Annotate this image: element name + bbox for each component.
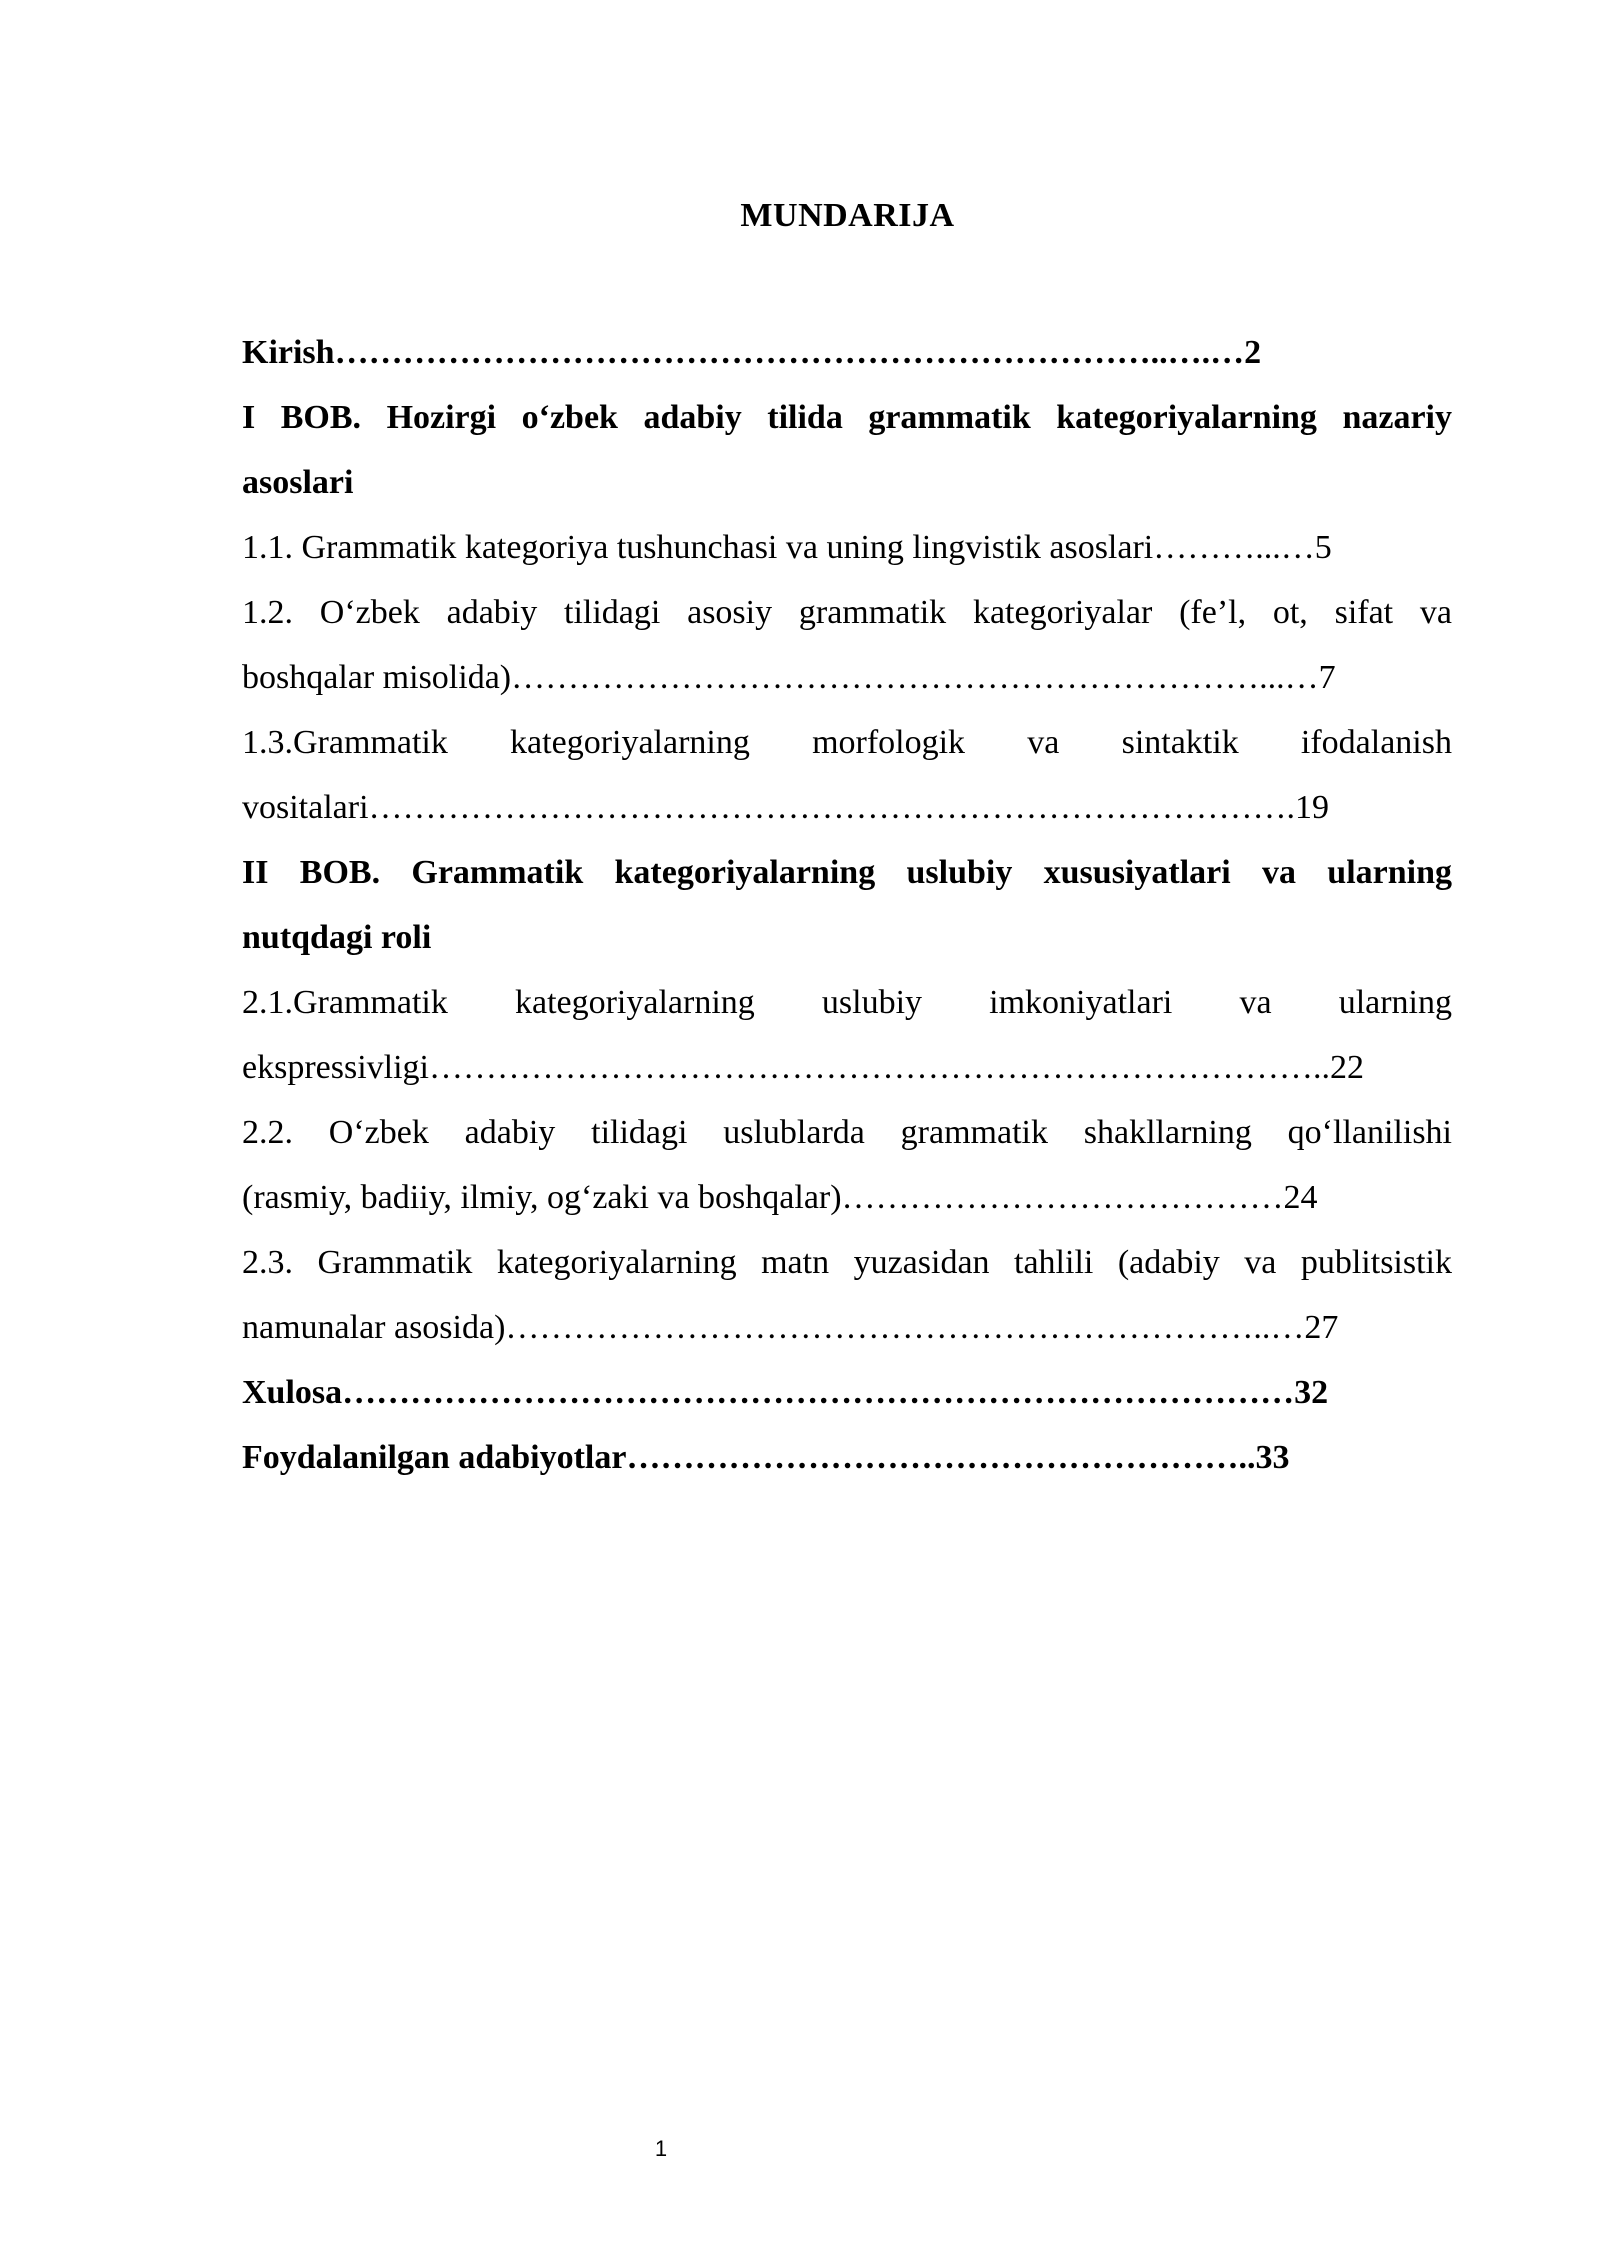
toc-line: 2.2. O‘zbek adabiy tilidagi uslublarda grammatik shakllarning qo‘llanilishi <box>242 1114 1452 1151</box>
page-title: MUNDARIJA <box>740 197 955 234</box>
toc-line: boshqalar misolida)…………………………………………………………...…7 <box>242 659 1336 696</box>
toc-line: nutqdagi roli <box>242 919 432 956</box>
page-number: 1 <box>654 2136 668 2161</box>
toc-line: 1.1. Grammatik kategoriya tushunchasi va uning lingvistik asoslari………...…5 <box>242 529 1332 566</box>
table-of-contents <box>242 320 1452 1490</box>
toc-line: ekspressivligi……………………………………………………………………..22 <box>242 1049 1364 1086</box>
toc-line: namunalar asosida)…………………………………………………………..…27 <box>242 1309 1339 1346</box>
toc-line: 1.3.Grammatik kategoriyalarning morfologik va sintaktik ifodalanish <box>242 724 1452 761</box>
toc-line: I BOB. Hozirgi o‘zbek adabiy tilida grammatik kategoriyalarning nazariy <box>242 399 1452 436</box>
toc-line: Kirish………………………………………………………………..….…2 <box>242 334 1262 371</box>
toc-line: vositalari……………………………………………………………………….19 <box>242 789 1330 826</box>
toc-line: asoslari <box>242 464 354 501</box>
toc-line: 2.1.Grammatik kategoriyalarning uslubiy imkoniyatlari va ularning <box>242 984 1452 1021</box>
toc-line: II BOB. Grammatik kategoriyalarning uslubiy xususiyatlari va ularning <box>242 854 1452 891</box>
toc-line: Xulosa…………………………………………………………………………32 <box>242 1374 1329 1411</box>
toc-line: (rasmiy, badiiy, ilmiy, og‘zaki va boshqalar)…………………………………24 <box>242 1179 1318 1216</box>
toc-line: 1.2. O‘zbek adabiy tilidagi asosiy grammatik kategoriyalar (fe’l, ot, sifat va <box>242 594 1452 631</box>
toc-line: Foydalanilgan adabiyotlar………………………………………………..33 <box>242 1439 1290 1476</box>
toc-line: 2.3. Grammatik kategoriyalarning matn yuzasidan tahlili (adabiy va publitsistik <box>242 1244 1452 1281</box>
